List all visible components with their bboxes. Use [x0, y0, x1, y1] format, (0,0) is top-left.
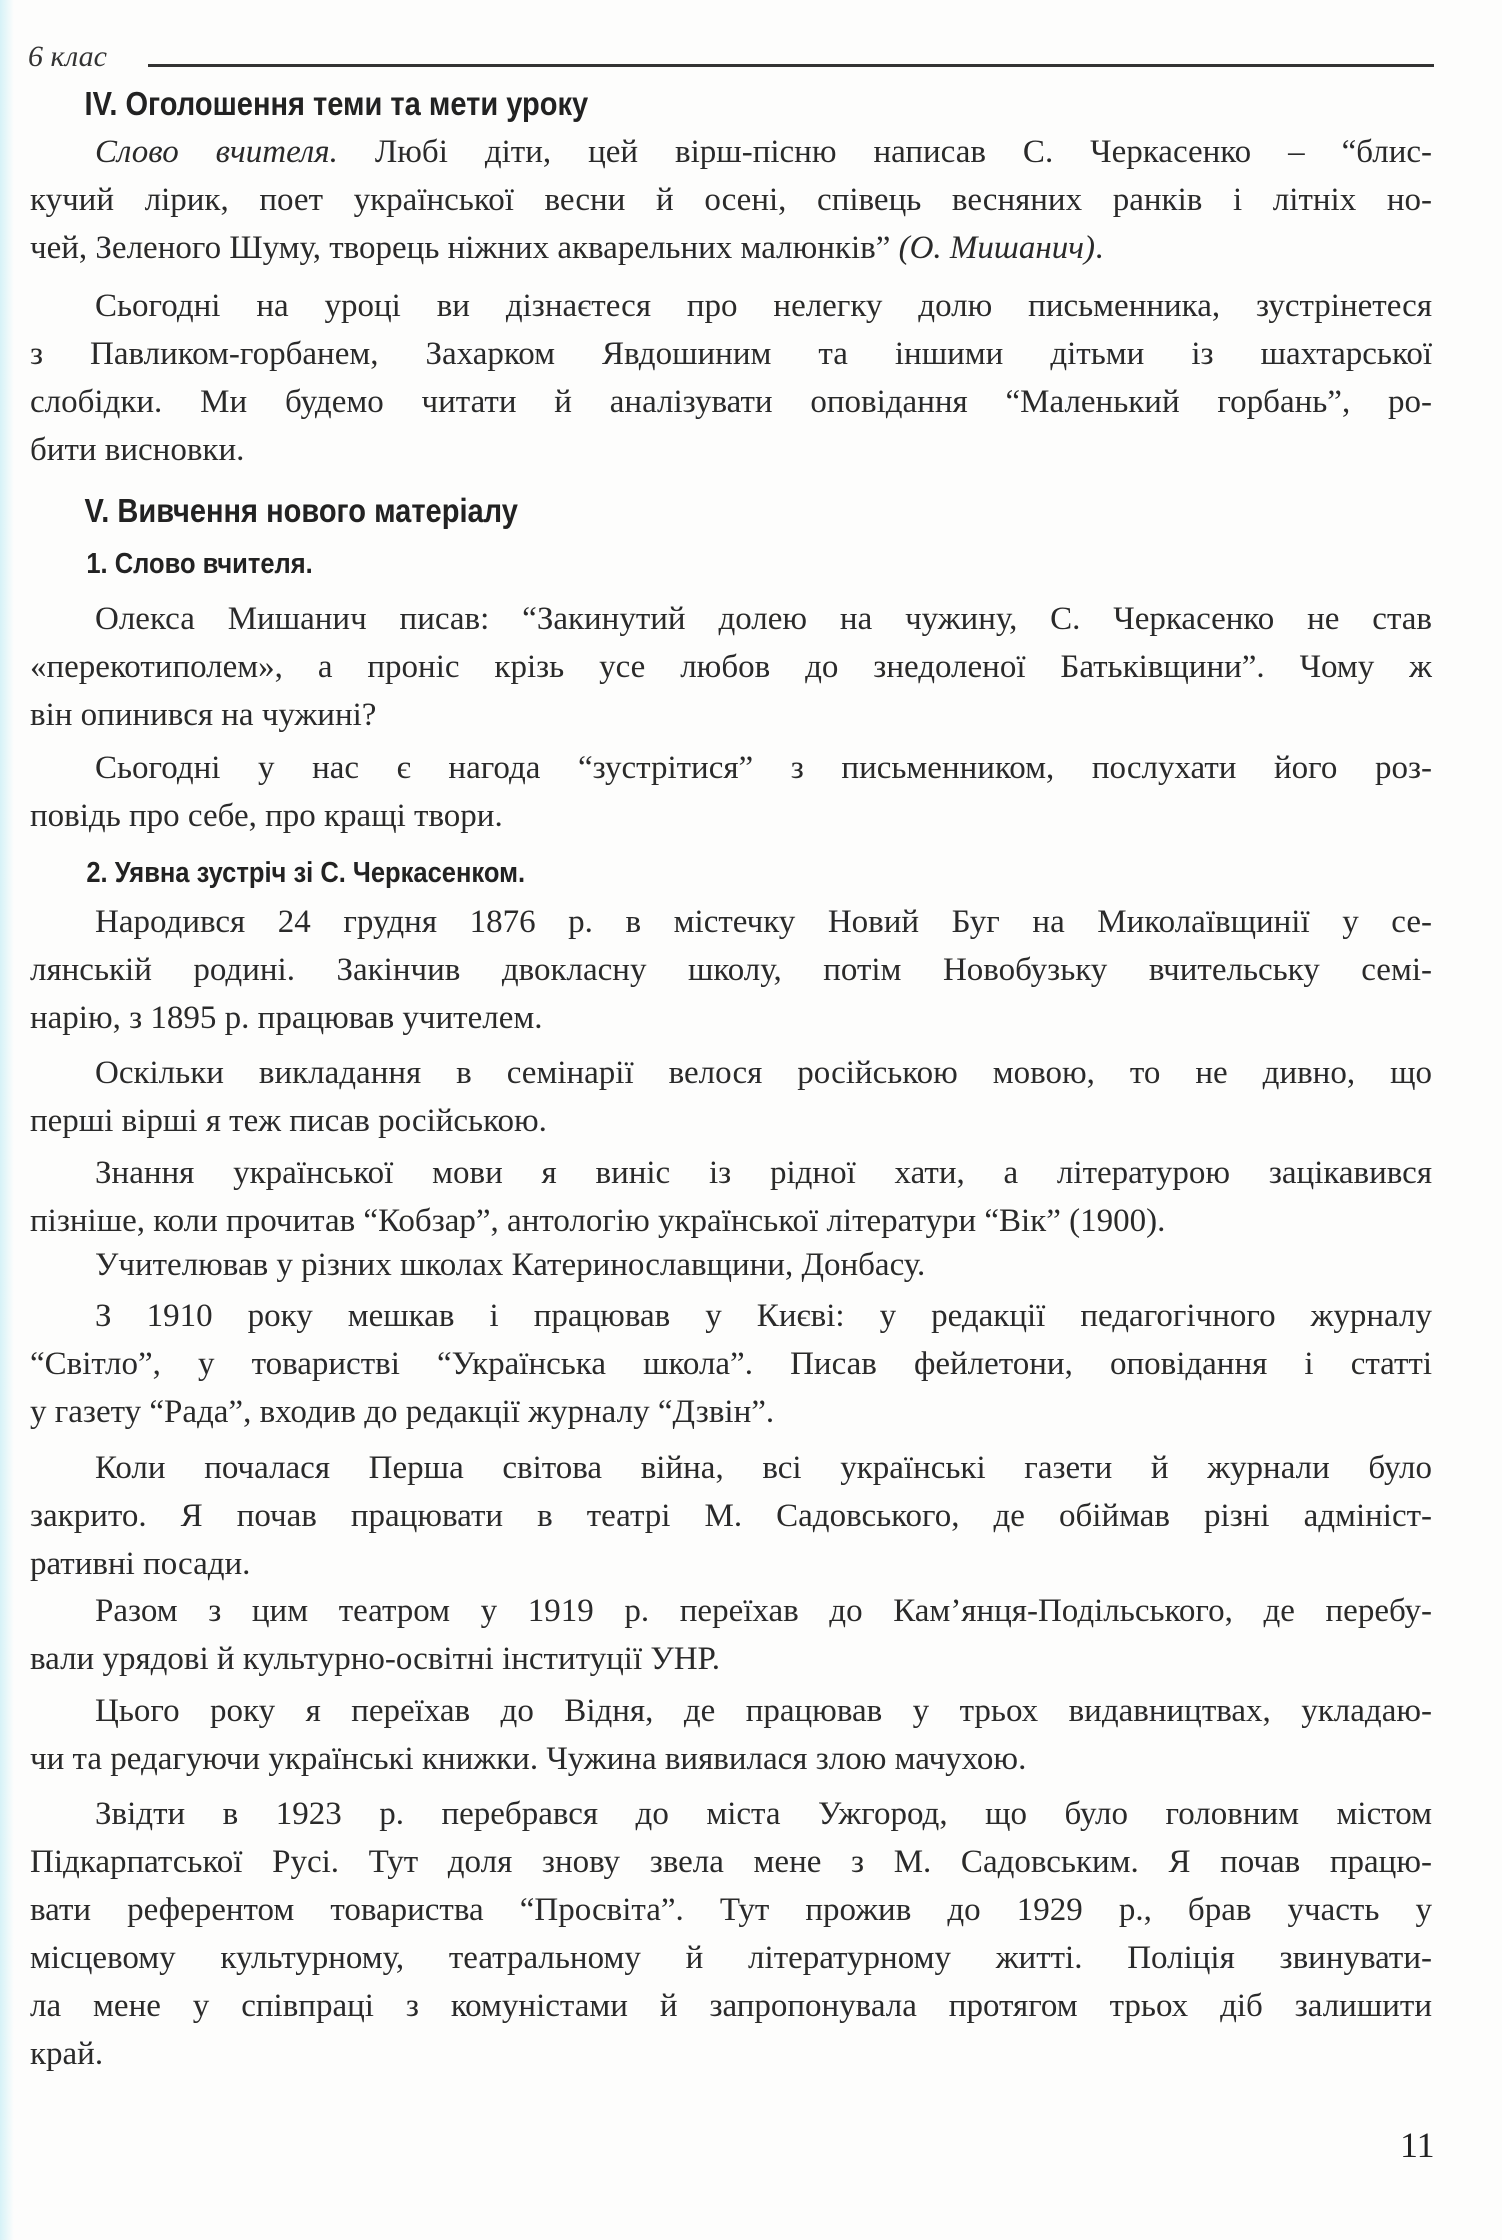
text-line — [30, 1635, 1432, 1683]
line-text: слобідки. Ми будемо читати й аналізувати оповідання “Маленький горбань”, ро- — [30, 384, 1432, 420]
line-text — [30, 224, 1103, 272]
text-line — [30, 1292, 1432, 1340]
line-text: місцевому культурному, театральному й літературному житті. Поліція звинувати- — [30, 1940, 1432, 1976]
line-text: Знання української мови я виніс із рідної хати, а літературою зацікавився — [95, 1155, 1432, 1191]
paragraph — [30, 1149, 1432, 1245]
text-line — [30, 1687, 1432, 1735]
line-text: Цього року я переїхав до Відня, де працював у трьох видавництвах, укладаю- — [95, 1693, 1432, 1729]
line-text: Підкарпатської Русі. Тут доля знову звела мене з М. Садовським. Я почав працю- — [30, 1844, 1432, 1880]
text-line — [30, 1097, 1432, 1145]
text-line — [30, 1886, 1432, 1934]
paragraph — [30, 1790, 1432, 2078]
text-segment: чей, Зеленого Шуму, творець ніжних акварельних малюнків” — [30, 230, 899, 266]
paragraph — [30, 898, 1432, 1042]
text-line — [30, 898, 1432, 946]
scan-edge — [0, 0, 14, 2240]
line-text: з Павликом-горбанем, Захарком Явдошиним та іншими дітьми із шахтарської — [30, 336, 1432, 372]
text-line — [30, 1444, 1432, 1492]
running-head: 6 клас — [28, 40, 107, 73]
paragraph — [30, 282, 1432, 474]
line-text: З 1910 року мешкав і працював у Києві: у редакції педагогічного журналу — [95, 1298, 1432, 1334]
line-text: Сьогодні у нас є нагода “зустрітися” з письменником, послухати його роз- — [95, 750, 1432, 786]
line-text: Разом з цим театром у 1919 р. переїхав до Кам’янця-Подільського, де перебу- — [95, 1593, 1432, 1629]
paragraph — [30, 1292, 1432, 1436]
text-line — [30, 994, 1432, 1042]
line-text: кучий лірик, поет української весни й осені, співець весняних ранків і літніх но- — [30, 182, 1432, 218]
line-text: повідь про себе, про кращі твори. — [30, 798, 503, 834]
line-text: чи та редагуючи українські книжки. Чужина виявилася злою мачухою. — [30, 1741, 1027, 1777]
line-text: у газету “Рада”, входив до редакції журналу “Дзвін”. — [30, 1394, 775, 1430]
text-line — [30, 691, 1432, 739]
line-text: Оскільки викладання в семінарії велося російською мовою, то не дивно, що — [95, 1055, 1432, 1091]
text-line — [30, 1492, 1432, 1540]
line-text: Звідти в 1923 р. перебрався до міста Ужгород, що було головним містом — [95, 1796, 1432, 1832]
text-line — [30, 1790, 1432, 1838]
line-text: вати референтом товариства “Просвіта”. Тут прожив до 1929 р., брав участь у — [30, 1892, 1432, 1928]
text-line — [30, 1197, 1432, 1245]
paragraph — [30, 1241, 1432, 1289]
line-text: бити висновки. — [30, 432, 245, 468]
text-line — [30, 224, 1432, 272]
line-text: ла мене у співпраці з комуністами й запропонувала протягом трьох діб залишити — [30, 1988, 1432, 2024]
line-text — [95, 128, 1432, 176]
text-line — [30, 128, 1432, 176]
text-line — [30, 1340, 1432, 1388]
header-rule — [148, 64, 1434, 67]
paragraph — [30, 744, 1432, 840]
line-text: перші вірші я теж писав російською. — [30, 1103, 547, 1139]
line-text: “Світло”, у товаристві “Українська школа”. Писав фейлетони, оповідання і статті — [30, 1346, 1432, 1382]
text-line — [30, 1982, 1432, 2030]
line-text: край. — [30, 2036, 104, 2072]
section-heading: V. Вивчення нового матеріалу — [84, 492, 518, 529]
line-text: пізніше, коли прочитав “Кобзар”, антологію української літератури “Вік” (1900). — [30, 1203, 1166, 1239]
text-line — [30, 378, 1432, 426]
italic-text: (О. Мишанич) — [898, 230, 1095, 266]
text-line — [30, 1587, 1432, 1635]
italic-text: Слово вчителя. — [95, 134, 338, 170]
paragraph — [30, 1587, 1432, 1683]
text-line — [30, 1838, 1432, 1886]
text-line — [30, 282, 1432, 330]
text-line — [30, 1241, 1432, 1289]
line-text: нарію, з 1895 р. працював учителем. — [30, 1000, 543, 1036]
text-line — [30, 744, 1432, 792]
page-number: 11 — [1400, 2125, 1435, 2165]
line-text: Сьогодні на уроці ви дізнаєтеся про нелегку долю письменника, зустрінетеся — [95, 288, 1432, 324]
line-text: Олекса Мишанич писав: “Закинутий долею на чужину, С. Черкасенко не став — [95, 601, 1432, 637]
subsection-heading: 2. Уявна зустріч зі С. Черкасенком. — [86, 857, 526, 889]
paragraph — [30, 1049, 1432, 1145]
paragraph — [30, 128, 1432, 272]
line-text: закрито. Я почав працювати в театрі М. Садовського, де обіймав різні адмініст- — [30, 1498, 1432, 1534]
text-line — [30, 1388, 1432, 1436]
line-text: Народився 24 грудня 1876 р. в містечку Новий Буг на Миколаївщинії у се- — [95, 904, 1432, 940]
text-line — [30, 2030, 1432, 2078]
line-text: лянській родині. Закінчив двокласну школу, потім Новобузьку вчительську семі- — [30, 952, 1432, 988]
paragraph — [30, 595, 1432, 739]
line-text: вали урядові й культурно-освітні інституції УНР. — [30, 1641, 721, 1677]
text-line — [30, 792, 1432, 840]
section-heading: IV. Оголошення теми та мети уроку — [84, 85, 589, 122]
text-line — [30, 1934, 1432, 1982]
text-line — [30, 1049, 1432, 1097]
subsection-heading: 1. Слово вчителя. — [86, 548, 313, 580]
text-line — [30, 330, 1432, 378]
text-segment: . — [1094, 230, 1104, 266]
paragraph — [30, 1444, 1432, 1588]
text-line — [30, 946, 1432, 994]
text-segment: Любі діти, цей вірш-пісню написав С. Черкасенко – “блис- — [337, 134, 1432, 170]
text-line — [30, 426, 1432, 474]
line-text: ративні посади. — [30, 1546, 251, 1582]
text-line — [30, 595, 1432, 643]
text-line — [30, 176, 1432, 224]
paragraph — [30, 1687, 1432, 1783]
text-line — [30, 1540, 1432, 1588]
text-line — [30, 1149, 1432, 1197]
line-text: «перекотиполем», а проніс крізь усе любов до знедоленої Батьківщини”. Чому ж — [30, 649, 1432, 685]
text-line — [30, 1735, 1432, 1783]
line-text: він опинився на чужині? — [30, 697, 377, 733]
line-text: Учителював у різних школах Катеринославщини, Донбасу. — [95, 1247, 926, 1283]
line-text: Коли почалася Перша світова війна, всі українські газети й журнали було — [95, 1450, 1432, 1486]
text-line — [30, 643, 1432, 691]
